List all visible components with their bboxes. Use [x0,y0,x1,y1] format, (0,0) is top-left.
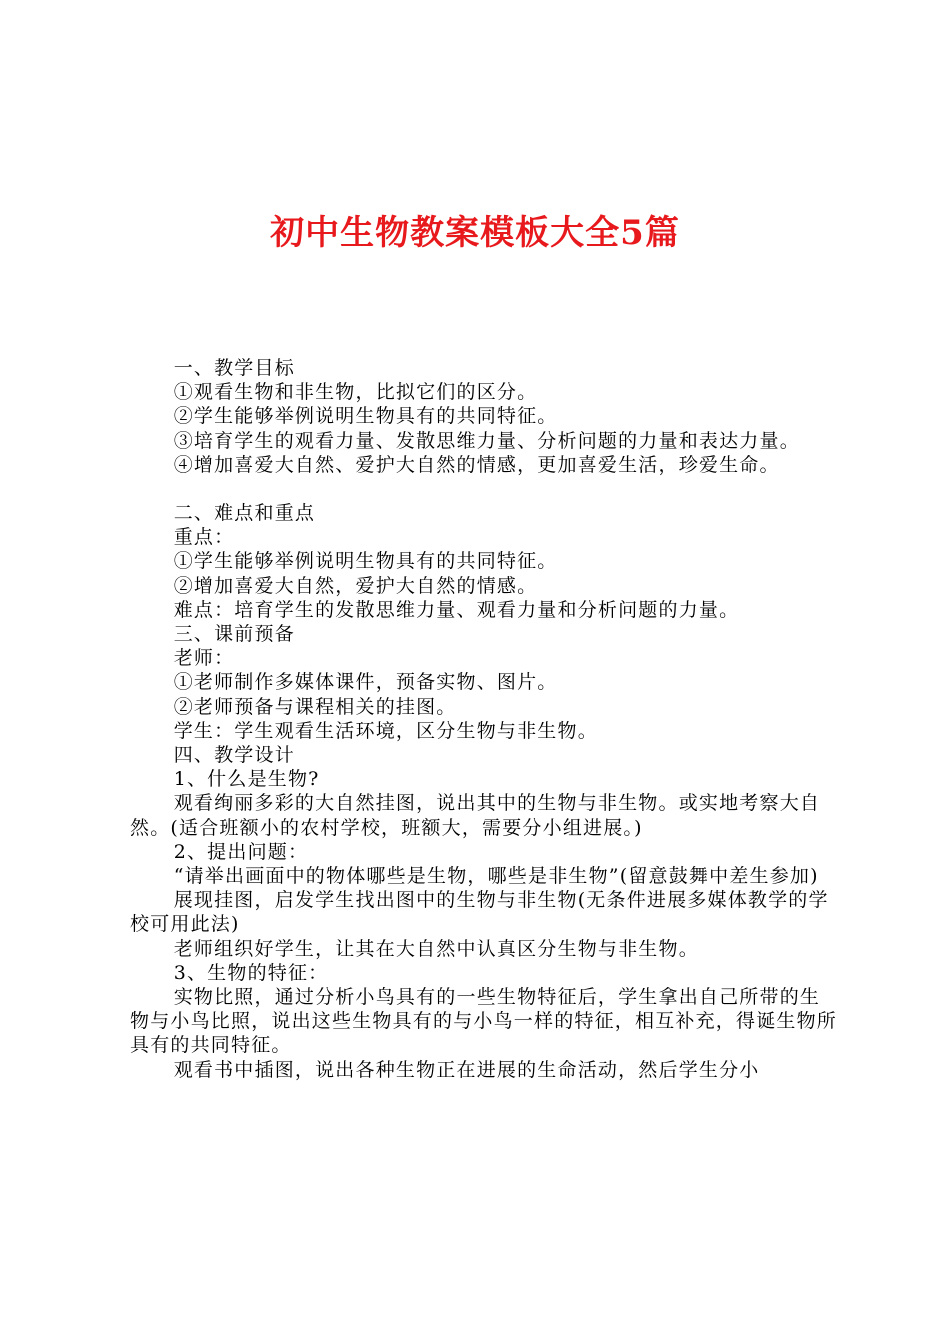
heading-preparation: 三、课前预备 [173,623,295,646]
design-step-1-text: 观看绚丽多彩的大自然挂图，说出其中的生物与非生物。或实地考察大自然。(适合班额小的农村学校，班额大，需要分小组进展。) [130,792,821,839]
heading-teaching-design: 四、教学设计 [173,744,295,767]
goal-item-1: ①观看生物和非生物，比拟它们的区分。 [173,381,538,404]
blank-line [130,477,840,501]
document-title: 初中生物教案模板大全5篇 [270,213,680,253]
student-prep: 学生：学生观看生活环境，区分生物与非生物。 [173,719,598,742]
key-point-1: ①学生能够举例说明生物具有的共同特征。 [173,550,558,573]
design-step-2-question: “请举出画面中的物体哪些是生物，哪些是非生物”(留意鼓舞中差生参加) [173,865,819,888]
design-step-3: 3、生物的特征： [173,961,329,984]
design-step-3-observe: 观看书中插图，说出各种生物正在进展的生命活动，然后学生分小 [173,1058,760,1081]
goal-item-4: ④增加喜爱大自然、爱护大自然的情感，更加喜爱生活，珍爱生命。 [173,453,780,476]
design-step-2-organize: 老师组织好学生，让其在大自然中认真区分生物与非生物。 [173,937,699,960]
design-step-1: 1、什么是生物? [173,768,320,791]
design-step-2: 2、提出问题： [173,840,309,863]
key-point-2: ②增加喜爱大自然，爱护大自然的情感。 [173,574,538,597]
teacher-prep-1: ①老师制作多媒体课件，预备实物、图片。 [173,671,558,694]
design-step-2-wallchart: 展现挂图，启发学生找出图中的生物与非生物(无条件进展多媒体教学的学校可用此法) [130,889,829,936]
heading-key-points: 二、难点和重点 [173,502,316,525]
goal-item-2: ②学生能够举例说明生物具有的共同特征。 [173,405,558,428]
design-step-3-compare: 实物比照，通过分析小鸟具有的一些生物特征后，学生拿出自己所带的生物与小鸟比照，说出这些生物具有的与小鸟一样的特征，相互补充，得诞生物所具有的共同特征。 [130,986,838,1057]
heading-teaching-goals: 一、教学目标 [173,357,295,379]
goal-item-3: ③培育学生的观看力量、发散思维力量、分析问题的力量和表达力量。 [173,429,800,452]
teacher-label: 老师： [173,647,235,670]
difficulty: 难点：培育学生的发散思维力量、观看力量和分析问题的力量。 [173,598,740,621]
document-body [130,356,840,1082]
teacher-prep-2: ②老师预备与课程相关的挂图。 [173,695,457,718]
key-points-label: 重点： [173,526,235,549]
